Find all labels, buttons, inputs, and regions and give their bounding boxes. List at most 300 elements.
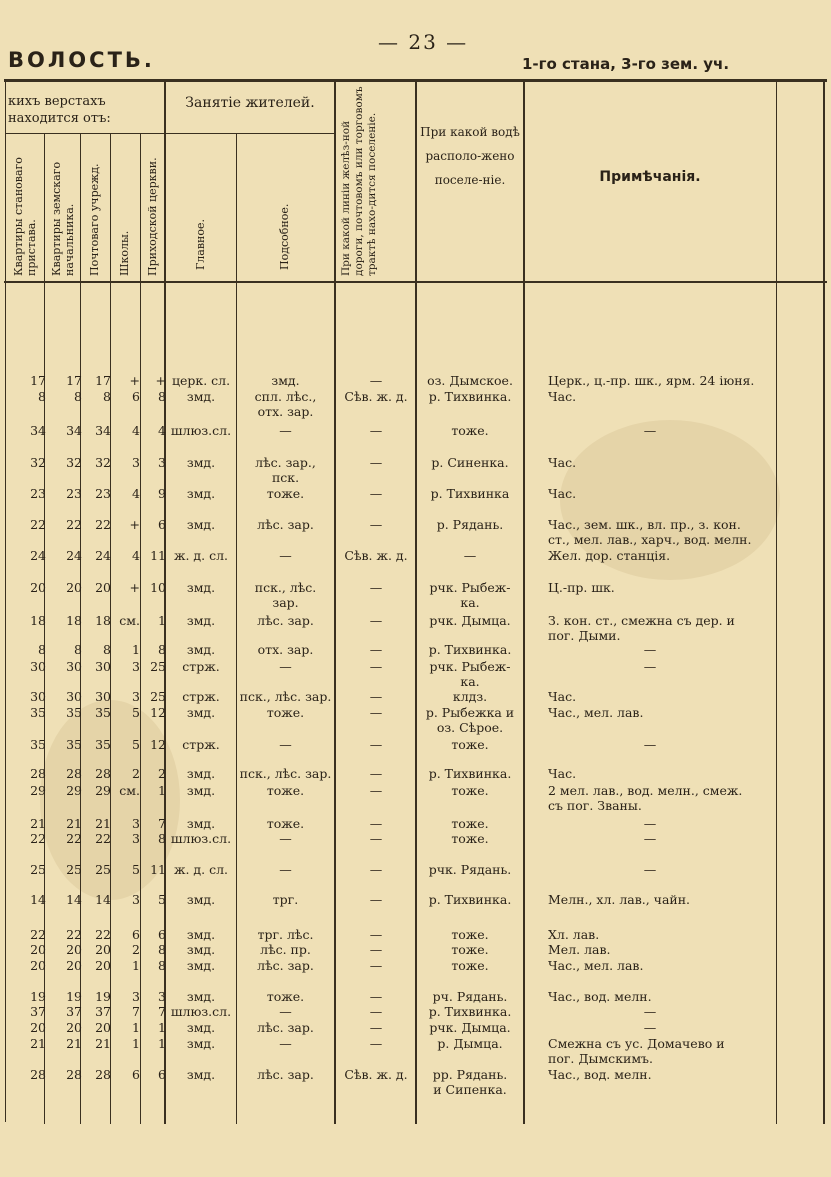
main-occupation-cell: змд. xyxy=(186,1020,216,1035)
secondary-occupation-cell: тоже. xyxy=(266,989,305,1004)
notes-cell: 2 мел. лав., вод. мелн., смеж. xyxy=(548,783,743,798)
church-distance-cell: 4 xyxy=(158,423,166,438)
secondary-occupation-cell: — xyxy=(279,659,292,674)
school-distance-cell: 4 xyxy=(132,486,140,501)
secondary-occupation-cell: пск. xyxy=(271,470,300,485)
school-column-header: Школы. xyxy=(118,230,131,276)
secondary-occupation-cell: пск., лѣс. зар. xyxy=(239,689,332,704)
church-distance-cell: 8 xyxy=(158,389,166,404)
water-cell: тоже. xyxy=(451,783,489,798)
main-occupation-cell: шлюз.сл. xyxy=(170,423,232,438)
post-distance-cell: 30 xyxy=(95,659,111,674)
church-distance-cell: 6 xyxy=(158,517,166,532)
church-distance-cell: 25 xyxy=(150,689,166,704)
church-distance-cell: + xyxy=(155,373,166,388)
rail-cell: — xyxy=(369,1004,383,1019)
secondary-occupation-cell: — xyxy=(279,423,292,438)
secondary-occupation-cell: трг. xyxy=(272,892,299,907)
stanovoy-distance-cell: 35 xyxy=(30,737,46,752)
rail-cell: — xyxy=(369,958,383,973)
zemsky-distance-cell: 32 xyxy=(66,455,82,470)
notes-cell: Смежна съ ус. Домачево и xyxy=(548,1036,725,1051)
post-distance-cell: 19 xyxy=(95,989,111,1004)
post-distance-cell: 24 xyxy=(95,548,111,563)
rail-cell: — xyxy=(369,486,383,501)
stanovoy-distance-cell: 30 xyxy=(30,659,46,674)
main-occupation-cell: змд. xyxy=(186,783,216,798)
post-distance-cell: 22 xyxy=(95,831,111,846)
water-cell: р. Тихвинка. xyxy=(428,892,512,907)
main-occupation-cell: церк. сл. xyxy=(171,373,231,388)
school-distance-cell: 6 xyxy=(132,927,140,942)
school-distance-cell: 6 xyxy=(132,1067,140,1082)
main-occupation-cell: стрж. xyxy=(182,737,220,752)
column-rule xyxy=(80,134,81,1124)
notes-cell: — xyxy=(643,1004,657,1019)
post-distance-cell: 14 xyxy=(95,892,111,907)
water-cell: рчк. Дымца. xyxy=(429,613,511,628)
water-cell: тоже. xyxy=(451,958,489,973)
rail-cell: — xyxy=(369,580,383,595)
school-distance-cell: + xyxy=(129,517,140,532)
zemsky-distance-cell: 22 xyxy=(66,927,82,942)
rail-cell: — xyxy=(369,423,383,438)
notes-cell: Час. xyxy=(548,486,577,501)
notes-column-header: Примѣчанія. xyxy=(599,169,701,185)
water-cell: оз. Дымское. xyxy=(427,373,513,388)
main-occupation-cell: змд. xyxy=(186,1067,216,1082)
church-distance-cell: 9 xyxy=(158,486,166,501)
church-distance-cell: 25 xyxy=(150,659,166,674)
church-distance-cell: 8 xyxy=(158,942,166,957)
zemsky-distance-cell: 23 xyxy=(66,486,82,501)
rail-cell: — xyxy=(369,862,383,877)
post-distance-cell: 37 xyxy=(95,1004,111,1019)
post-distance-cell: 35 xyxy=(95,705,111,720)
water-cell: тоже. xyxy=(451,942,489,957)
rail-cell: — xyxy=(369,766,383,781)
church-column-header: Приходской церкви. xyxy=(146,157,159,276)
rail-cell: — xyxy=(369,373,383,388)
notes-cell: — xyxy=(643,1020,657,1035)
post-distance-cell: 35 xyxy=(95,737,111,752)
stanovoy-distance-cell: 23 xyxy=(30,486,46,501)
water-cell: р. Тихвинка. xyxy=(428,1004,512,1019)
notes-cell: Мел. лав. xyxy=(548,942,611,957)
zemsky-distance-cell: 18 xyxy=(66,613,82,628)
water-cell: рч. Рядань. xyxy=(432,989,508,1004)
water-cell: р. Рыбежка и xyxy=(425,705,515,720)
notes-cell: Час., мел. лав. xyxy=(548,705,644,720)
secondary-occupation-cell: лѣс. зар. xyxy=(257,1067,314,1082)
water-cell: рчк. Дымца. xyxy=(429,1020,511,1035)
school-distance-cell: 5 xyxy=(132,737,140,752)
main-occupation-cell: змд. xyxy=(186,1036,216,1051)
water-cell: ка. xyxy=(460,674,480,689)
post-distance-cell: 30 xyxy=(95,689,111,704)
post-distance-cell: 22 xyxy=(95,517,111,532)
water-cell: р. Дымца. xyxy=(437,1036,503,1051)
water-cell: р. Синенка. xyxy=(431,455,509,470)
rail-cell: Сѣв. ж. д. xyxy=(344,389,408,404)
stanovoy-distance-cell: 17 xyxy=(30,373,46,388)
school-distance-cell: + xyxy=(129,580,140,595)
column-rule xyxy=(523,82,525,1124)
water-cell: ка. xyxy=(460,595,480,610)
school-distance-cell: 3 xyxy=(132,892,140,907)
water-cell: и Сипенка. xyxy=(433,1082,507,1097)
main-occupation-cell: стрж. xyxy=(182,689,220,704)
zemsky-distance-cell: 20 xyxy=(66,942,82,957)
notes-cell: пог. Дыми. xyxy=(548,628,621,643)
rail-cell: — xyxy=(369,942,383,957)
zemsky-distance-cell: 28 xyxy=(66,1067,82,1082)
rail-cell: — xyxy=(369,927,383,942)
school-distance-cell: 4 xyxy=(132,423,140,438)
rail-cell: — xyxy=(369,705,383,720)
notes-cell: Час. xyxy=(548,389,577,404)
notes-cell: Час., мел. лав. xyxy=(548,958,644,973)
water-cell: р. Тихвинка. xyxy=(428,642,512,657)
post-distance-cell: 17 xyxy=(95,373,111,388)
zemsky-distance-cell: 30 xyxy=(66,659,82,674)
stanovoy-distance-cell: 34 xyxy=(30,423,46,438)
secondary-occupation-cell: лѣс. зар. xyxy=(257,958,314,973)
church-distance-cell: 8 xyxy=(158,642,166,657)
zemsky-distance-cell: 14 xyxy=(66,892,82,907)
stanovoy-distance-cell: 35 xyxy=(30,705,46,720)
school-distance-cell: см. xyxy=(119,613,140,628)
school-distance-cell: 4 xyxy=(132,548,140,563)
zemsky-distance-cell: 22 xyxy=(66,831,82,846)
secondary-occupation-cell: лѣс. зар. xyxy=(257,517,314,532)
school-distance-cell: 1 xyxy=(132,958,140,973)
rail-cell: Сѣв. ж. д. xyxy=(344,1067,408,1082)
rail-cell: — xyxy=(369,642,383,657)
column-rule xyxy=(44,134,45,1124)
post-distance-cell: 21 xyxy=(95,816,111,831)
secondary-occupation-header: Подсобное. xyxy=(278,203,291,270)
church-distance-cell: 8 xyxy=(158,831,166,846)
post-distance-cell: 20 xyxy=(95,942,111,957)
church-distance-cell: 7 xyxy=(158,816,166,831)
rail-cell: — xyxy=(369,989,383,1004)
water-cell: рчк. Рядань. xyxy=(428,862,512,877)
stanovoy-distance-cell: 20 xyxy=(30,942,46,957)
church-distance-cell: 1 xyxy=(158,1036,166,1051)
water-cell: р. Тихвинка. xyxy=(428,766,512,781)
main-occupation-cell: стрж. xyxy=(182,659,220,674)
school-distance-cell: 6 xyxy=(132,389,140,404)
post-distance-cell: 8 xyxy=(103,642,111,657)
main-occupation-cell: змд. xyxy=(186,958,216,973)
district-heading: 1-го стана, 3-го зем. уч. xyxy=(522,55,730,73)
water-cell: оз. Сѣрое. xyxy=(436,720,504,735)
rail-cell: — xyxy=(369,831,383,846)
school-distance-cell: + xyxy=(129,373,140,388)
zemsky-distance-cell: 8 xyxy=(74,389,82,404)
notes-cell: — xyxy=(643,642,657,657)
notes-cell: Церк., ц.-пр. шк., ярм. 24 іюня. xyxy=(548,373,755,388)
secondary-occupation-cell: — xyxy=(279,548,292,563)
stanovoy-distance-cell: 30 xyxy=(30,689,46,704)
stanovoy-distance-cell: 22 xyxy=(30,831,46,846)
secondary-occupation-cell: отх. зар. xyxy=(257,642,314,657)
church-distance-cell: 2 xyxy=(158,766,166,781)
zemsky-distance-cell: 19 xyxy=(66,989,82,1004)
church-distance-cell: 3 xyxy=(158,989,166,1004)
stanovoy-distance-cell: 28 xyxy=(30,1067,46,1082)
rail-cell: — xyxy=(369,659,383,674)
stanovoy-distance-cell: 21 xyxy=(30,816,46,831)
main-occupation-cell: шлюз.сл. xyxy=(170,831,232,846)
occupation-group-header: Занятіе жителей. xyxy=(185,95,315,111)
school-distance-cell: 3 xyxy=(132,659,140,674)
post-distance-cell: 20 xyxy=(95,958,111,973)
stanovoy-distance-cell: 37 xyxy=(30,1004,46,1019)
main-occupation-cell: змд. xyxy=(186,389,216,404)
notes-cell: — xyxy=(643,737,657,752)
column-rule xyxy=(236,134,237,1124)
rail-cell: — xyxy=(369,816,383,831)
stanovoy-distance-cell: 20 xyxy=(30,958,46,973)
stanovoy-distance-cell: 8 xyxy=(38,389,46,404)
school-distance-cell: 3 xyxy=(132,989,140,1004)
zemsky-distance-cell: 8 xyxy=(74,642,82,657)
secondary-occupation-cell: — xyxy=(279,831,292,846)
post-distance-cell: 32 xyxy=(95,455,111,470)
zemsky-distance-cell: 20 xyxy=(66,958,82,973)
stanovoy-distance-cell: 25 xyxy=(30,862,46,877)
zemsky-distance-cell: 28 xyxy=(66,766,82,781)
secondary-occupation-cell: тоже. xyxy=(266,486,305,501)
notes-cell: Час., вод. мелн. xyxy=(548,1067,652,1082)
rail-cell: — xyxy=(369,517,383,532)
secondary-occupation-cell: лѣс. зар., xyxy=(255,455,316,470)
stanovoy-distance-cell: 32 xyxy=(30,455,46,470)
notes-cell: Час., зем. шк., вл. пр., з. кон. xyxy=(548,517,741,532)
notes-cell: Ц.-пр. шк. xyxy=(548,580,615,595)
church-distance-cell: 7 xyxy=(158,1004,166,1019)
stanovoy-distance-cell: 20 xyxy=(30,580,46,595)
post-distance-cell: 23 xyxy=(95,486,111,501)
notes-cell: Мелн., хл. лав., чайн. xyxy=(548,892,691,907)
school-distance-cell: 5 xyxy=(132,862,140,877)
column-rule xyxy=(823,82,825,1124)
secondary-occupation-cell: пск., лѣс. зар. xyxy=(239,766,332,781)
rail-cell: — xyxy=(369,689,383,704)
water-cell: р. Тихвинка xyxy=(430,486,510,501)
stanovoy-distance-cell: 20 xyxy=(30,1020,46,1035)
notes-cell: пог. Дымскимъ. xyxy=(548,1051,653,1066)
zemsky-distance-cell: 37 xyxy=(66,1004,82,1019)
post-distance-cell: 28 xyxy=(95,766,111,781)
main-occupation-cell: ж. д. сл. xyxy=(173,548,228,563)
school-distance-cell: 5 xyxy=(132,705,140,720)
water-cell: тоже. xyxy=(451,927,489,942)
stanovoy-distance-cell: 22 xyxy=(30,517,46,532)
secondary-occupation-cell: лѣс. зар. xyxy=(257,613,314,628)
zemsky-distance-cell: 25 xyxy=(66,862,82,877)
rail-cell: — xyxy=(369,892,383,907)
notes-cell: З. кон. ст., смежна съ дер. и xyxy=(548,613,735,628)
school-distance-cell: 2 xyxy=(132,766,140,781)
notes-cell: Жел. дор. станція. xyxy=(548,548,671,563)
occupation-group-rule xyxy=(164,133,334,134)
secondary-occupation-cell: — xyxy=(279,737,292,752)
zemsky-distance-cell: 20 xyxy=(66,580,82,595)
secondary-occupation-cell: спл. лѣс., xyxy=(254,389,317,404)
main-occupation-cell: змд. xyxy=(186,613,216,628)
church-distance-cell: 12 xyxy=(150,737,166,752)
rail-cell: — xyxy=(369,455,383,470)
school-distance-cell: 7 xyxy=(132,1004,140,1019)
church-distance-cell: 1 xyxy=(158,783,166,798)
water-cell: рчк. Рыбеж- xyxy=(429,580,511,595)
distance-group-header: кихъ верстахъ находится отъ: xyxy=(8,94,111,126)
zemsky-distance-cell: 35 xyxy=(66,705,82,720)
water-cell: р. Тихвинка. xyxy=(428,389,512,404)
main-occupation-cell: змд. xyxy=(186,705,216,720)
stanovoy-distance-cell: 19 xyxy=(30,989,46,1004)
rail-cell: — xyxy=(369,783,383,798)
stanovoy-distance-cell: 14 xyxy=(30,892,46,907)
post-distance-cell: 34 xyxy=(95,423,111,438)
main-occupation-cell: змд. xyxy=(186,486,216,501)
secondary-occupation-cell: — xyxy=(279,1036,292,1051)
church-distance-cell: 10 xyxy=(150,580,166,595)
notes-cell: съ пог. Званы. xyxy=(548,798,642,813)
main-occupation-cell: змд. xyxy=(186,989,216,1004)
stanovoy-distance-cell: 29 xyxy=(30,783,46,798)
main-occupation-cell: змд. xyxy=(186,455,216,470)
zemsky-distance-cell: 22 xyxy=(66,517,82,532)
main-occupation-cell: змд. xyxy=(186,942,216,957)
main-occupation-header: Главное. xyxy=(194,219,207,270)
post-distance-cell: 25 xyxy=(95,862,111,877)
zemsky-distance-cell: 17 xyxy=(66,373,82,388)
water-cell: клдз. xyxy=(452,689,488,704)
zemsky-distance-cell: 30 xyxy=(66,689,82,704)
secondary-occupation-cell: — xyxy=(279,1004,292,1019)
zemsky-distance-cell: 20 xyxy=(66,1020,82,1035)
zemsky-distance-cell: 29 xyxy=(66,783,82,798)
column-rule xyxy=(110,134,111,1124)
water-cell: тоже. xyxy=(451,816,489,831)
main-occupation-cell: ж. д. сл. xyxy=(173,862,228,877)
school-distance-cell: 3 xyxy=(132,816,140,831)
notes-cell: Час. xyxy=(548,689,577,704)
church-distance-cell: 3 xyxy=(158,455,166,470)
post-distance-cell: 22 xyxy=(95,927,111,942)
post-distance-cell: 18 xyxy=(95,613,111,628)
post-distance-cell: 28 xyxy=(95,1067,111,1082)
main-occupation-cell: змд. xyxy=(186,580,216,595)
post-distance-cell: 20 xyxy=(95,1020,111,1035)
water-cell: тоже. xyxy=(451,737,489,752)
secondary-occupation-cell: пск., лѣс. xyxy=(254,580,317,595)
church-distance-cell: 6 xyxy=(158,1067,166,1082)
rail-cell: Сѣв. ж. д. xyxy=(344,548,408,563)
church-distance-cell: 5 xyxy=(158,892,166,907)
school-distance-cell: 3 xyxy=(132,689,140,704)
column-rule xyxy=(140,134,141,1124)
column-rule xyxy=(5,82,6,1122)
notes-cell: Час., вод. мелн. xyxy=(548,989,652,1004)
notes-cell: — xyxy=(643,816,657,831)
main-occupation-cell: змд. xyxy=(186,892,216,907)
main-occupation-cell: змд. xyxy=(186,642,216,657)
school-distance-cell: 1 xyxy=(132,1020,140,1035)
post-column-header: Почтоваго учрежд. xyxy=(88,163,101,276)
water-cell: р. Рядань. xyxy=(436,517,504,532)
stanovoy-distance-cell: 22 xyxy=(30,927,46,942)
main-occupation-cell: змд. xyxy=(186,816,216,831)
post-distance-cell: 20 xyxy=(95,580,111,595)
school-distance-cell: 3 xyxy=(132,455,140,470)
zemsky-distance-cell: 21 xyxy=(66,816,82,831)
school-distance-cell: см. xyxy=(119,783,140,798)
secondary-occupation-cell: лѣс. зар. xyxy=(257,1020,314,1035)
secondary-occupation-cell: трг. лѣс. xyxy=(257,927,314,942)
church-distance-cell: 8 xyxy=(158,958,166,973)
secondary-occupation-cell: тоже. xyxy=(266,783,305,798)
main-occupation-cell: змд. xyxy=(186,766,216,781)
zemsky-distance-cell: 35 xyxy=(66,737,82,752)
water-cell: рчк. Рыбеж- xyxy=(429,659,511,674)
main-occupation-cell: змд. xyxy=(186,517,216,532)
church-distance-cell: 12 xyxy=(150,705,166,720)
rail-column-header: При какой линіи желѣз-ной дороги, почтовомъ или торговомъ трактѣ нахо-дится поселеніе. xyxy=(340,86,378,276)
secondary-occupation-cell: тоже. xyxy=(266,705,305,720)
school-distance-cell: 1 xyxy=(132,1036,140,1051)
church-distance-cell: 6 xyxy=(158,927,166,942)
school-distance-cell: 2 xyxy=(132,942,140,957)
secondary-occupation-cell: тоже. xyxy=(266,816,305,831)
school-distance-cell: 3 xyxy=(132,831,140,846)
post-distance-cell: 21 xyxy=(95,1036,111,1051)
stanovoy-distance-cell: 8 xyxy=(38,642,46,657)
zemsky-distance-cell: 34 xyxy=(66,423,82,438)
water-cell: — xyxy=(463,548,477,563)
water-cell: тоже. xyxy=(451,423,489,438)
secondary-occupation-cell: лѣс. пр. xyxy=(260,942,311,957)
water-cell: рр. Рядань. xyxy=(432,1067,508,1082)
post-distance-cell: 8 xyxy=(103,389,111,404)
church-distance-cell: 11 xyxy=(150,862,166,877)
stanovoy-column-header: Квартиры становаго пристава. xyxy=(12,157,38,276)
page-number: — 23 — xyxy=(378,30,469,54)
water-column-header: При какой водѣ располо-жено поселе-ніе. xyxy=(420,125,520,187)
rail-cell: — xyxy=(369,1020,383,1035)
church-distance-cell: 1 xyxy=(158,613,166,628)
school-distance-cell: 1 xyxy=(132,642,140,657)
stanovoy-distance-cell: 18 xyxy=(30,613,46,628)
church-distance-cell: 1 xyxy=(158,1020,166,1035)
zemsky-distance-cell: 24 xyxy=(66,548,82,563)
secondary-occupation-cell: змд. xyxy=(271,373,300,388)
notes-cell: — xyxy=(643,659,657,674)
notes-cell: ст., мел. лав., харч., вод. мелн. xyxy=(548,532,752,547)
notes-cell: Хл. лав. xyxy=(548,927,600,942)
rail-cell: — xyxy=(369,737,383,752)
notes-cell: Час. xyxy=(548,455,577,470)
church-distance-cell: 11 xyxy=(150,548,166,563)
stanovoy-distance-cell: 21 xyxy=(30,1036,46,1051)
notes-cell: — xyxy=(643,862,657,877)
rail-cell: — xyxy=(369,613,383,628)
notes-cell: — xyxy=(643,423,657,438)
